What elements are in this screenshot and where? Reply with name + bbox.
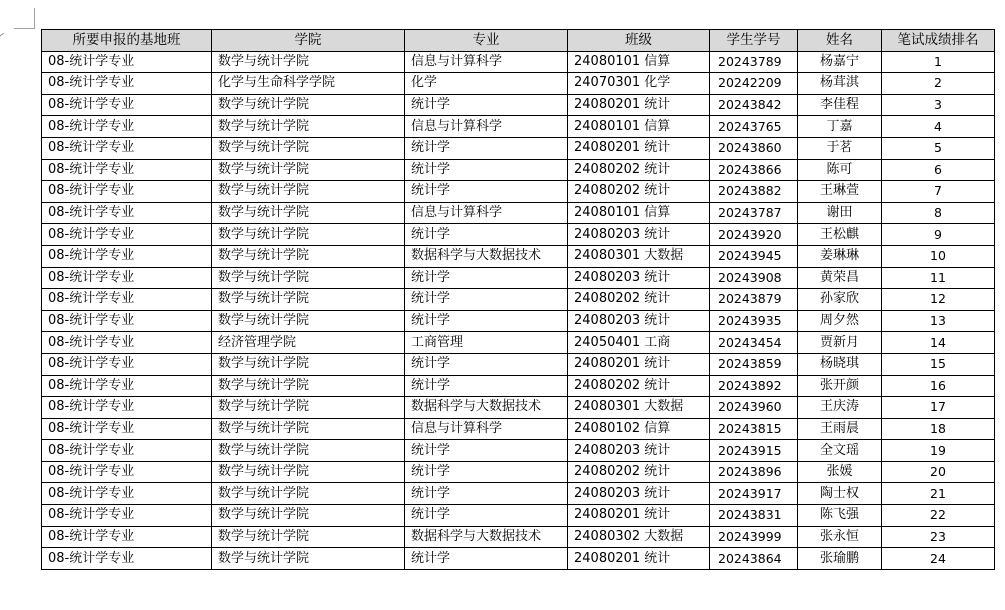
table-row	[42, 332, 995, 354]
table-row	[42, 440, 995, 462]
cell-exam-rank: 22	[882, 505, 995, 527]
cell-college: 数学与统计学院	[212, 267, 405, 289]
cell-student-id: 20243831	[710, 505, 798, 527]
cell-student-id: 20243945	[710, 245, 798, 267]
table-row	[42, 137, 995, 159]
table-row	[42, 51, 995, 73]
header-major: 专业	[405, 30, 568, 52]
cell-student-id: 20243908	[710, 267, 798, 289]
cell-base-class: 08-统计学专业	[42, 548, 212, 570]
cell-class: 24080102 信算	[568, 418, 710, 440]
cell-class: 24080201 统计	[568, 94, 710, 116]
cell-student-id: 20243860	[710, 137, 798, 159]
margin-marker	[0, 33, 7, 42]
cell-student-id: 20243842	[710, 94, 798, 116]
cell-college: 数学与统计学院	[212, 353, 405, 375]
cell-major: 信息与计算科学	[405, 202, 568, 224]
cell-base-class: 08-统计学专业	[42, 224, 212, 246]
cell-college: 数学与统计学院	[212, 289, 405, 311]
cell-base-class: 08-统计学专业	[42, 526, 212, 548]
cell-college: 数学与统计学院	[212, 159, 405, 181]
cell-student-id: 20243917	[710, 483, 798, 505]
cell-name: 杨晓琪	[798, 353, 882, 375]
cell-name: 杨嘉宁	[798, 51, 882, 73]
cell-class: 24080203 统计	[568, 267, 710, 289]
table-row	[42, 310, 995, 332]
cell-exam-rank: 5	[882, 137, 995, 159]
cell-student-id: 20243882	[710, 181, 798, 203]
cell-major: 化学	[405, 73, 568, 95]
cell-name: 王松麒	[798, 224, 882, 246]
cell-major: 统计学	[405, 461, 568, 483]
cell-exam-rank: 4	[882, 116, 995, 138]
cell-name: 谢田	[798, 202, 882, 224]
cell-college: 数学与统计学院	[212, 224, 405, 246]
cell-class: 24080101 信算	[568, 202, 710, 224]
cell-student-id: 20243960	[710, 397, 798, 419]
table-row	[42, 181, 995, 203]
cell-class: 24080201 统计	[568, 137, 710, 159]
cell-name: 黄荣昌	[798, 267, 882, 289]
cell-college: 经济管理学院	[212, 332, 405, 354]
cell-name: 姜琳琳	[798, 245, 882, 267]
cell-college: 数学与统计学院	[212, 461, 405, 483]
table-row	[42, 116, 995, 138]
cell-major: 统计学	[405, 548, 568, 570]
cell-exam-rank: 13	[882, 310, 995, 332]
cell-student-id: 20243859	[710, 353, 798, 375]
cell-student-id: 20243789	[710, 51, 798, 73]
cell-college: 数学与统计学院	[212, 418, 405, 440]
cell-college: 数学与统计学院	[212, 397, 405, 419]
cell-major: 统计学	[405, 375, 568, 397]
cell-college: 数学与统计学院	[212, 116, 405, 138]
header-base-class: 所要申报的基地班	[42, 30, 212, 52]
cell-base-class: 08-统计学专业	[42, 353, 212, 375]
cell-class: 24080202 统计	[568, 461, 710, 483]
cell-college: 数学与统计学院	[212, 483, 405, 505]
cell-name: 于茗	[798, 137, 882, 159]
cell-student-id: 20243866	[710, 159, 798, 181]
cell-major: 统计学	[405, 483, 568, 505]
cell-exam-rank: 23	[882, 526, 995, 548]
table-row	[42, 483, 995, 505]
cell-exam-rank: 11	[882, 267, 995, 289]
cell-student-id: 20243935	[710, 310, 798, 332]
cell-major: 数据科学与大数据技术	[405, 245, 568, 267]
table-row	[42, 224, 995, 246]
cell-base-class: 08-统计学专业	[42, 440, 212, 462]
cell-student-id: 20243879	[710, 289, 798, 311]
table-row	[42, 353, 995, 375]
cell-class: 24080202 统计	[568, 181, 710, 203]
cell-base-class: 08-统计学专业	[42, 51, 212, 73]
cell-name: 周夕然	[798, 310, 882, 332]
cell-college: 数学与统计学院	[212, 137, 405, 159]
cell-college: 数学与统计学院	[212, 94, 405, 116]
table-row	[42, 202, 995, 224]
table-row	[42, 375, 995, 397]
cell-exam-rank: 2	[882, 73, 995, 95]
cell-name: 陶士权	[798, 483, 882, 505]
cell-college: 数学与统计学院	[212, 51, 405, 73]
cell-major: 数据科学与大数据技术	[405, 397, 568, 419]
cell-class: 24080203 统计	[568, 224, 710, 246]
cell-major: 统计学	[405, 181, 568, 203]
cell-name: 丁嘉	[798, 116, 882, 138]
cell-class: 24080201 统计	[568, 353, 710, 375]
page-corner-marker	[14, 8, 35, 29]
cell-exam-rank: 6	[882, 159, 995, 181]
cell-base-class: 08-统计学专业	[42, 332, 212, 354]
cell-college: 数学与统计学院	[212, 310, 405, 332]
cell-student-id: 20243765	[710, 116, 798, 138]
cell-major: 统计学	[405, 440, 568, 462]
cell-class: 24080301 大数据	[568, 245, 710, 267]
cell-exam-rank: 18	[882, 418, 995, 440]
table-row	[42, 245, 995, 267]
cell-class: 24080101 信算	[568, 116, 710, 138]
cell-major: 统计学	[405, 159, 568, 181]
cell-student-id: 20243864	[710, 548, 798, 570]
header-exam-rank: 笔试成绩排名	[882, 30, 995, 52]
cell-major: 统计学	[405, 505, 568, 527]
cell-class: 24050401 工商	[568, 332, 710, 354]
cell-name: 张瑜鹏	[798, 548, 882, 570]
cell-major: 数据科学与大数据技术	[405, 526, 568, 548]
cell-name: 张永恒	[798, 526, 882, 548]
cell-major: 信息与计算科学	[405, 51, 568, 73]
ranking-table	[41, 29, 995, 570]
cell-class: 24080202 统计	[568, 289, 710, 311]
cell-exam-rank: 16	[882, 375, 995, 397]
cell-base-class: 08-统计学专业	[42, 397, 212, 419]
cell-base-class: 08-统计学专业	[42, 375, 212, 397]
cell-exam-rank: 15	[882, 353, 995, 375]
cell-exam-rank: 19	[882, 440, 995, 462]
cell-base-class: 08-统计学专业	[42, 505, 212, 527]
cell-college: 数学与统计学院	[212, 181, 405, 203]
cell-exam-rank: 21	[882, 483, 995, 505]
cell-base-class: 08-统计学专业	[42, 483, 212, 505]
cell-major: 统计学	[405, 267, 568, 289]
cell-class: 24080201 统计	[568, 505, 710, 527]
cell-name: 王雨晨	[798, 418, 882, 440]
table-row	[42, 94, 995, 116]
cell-class: 24070301 化学	[568, 73, 710, 95]
cell-student-id: 20243896	[710, 461, 798, 483]
cell-name: 李佳程	[798, 94, 882, 116]
cell-name: 张媛	[798, 461, 882, 483]
cell-college: 数学与统计学院	[212, 440, 405, 462]
cell-exam-rank: 7	[882, 181, 995, 203]
cell-exam-rank: 12	[882, 289, 995, 311]
cell-student-id: 20243892	[710, 375, 798, 397]
cell-student-id: 20243787	[710, 202, 798, 224]
cell-class: 24080202 统计	[568, 375, 710, 397]
cell-major: 信息与计算科学	[405, 116, 568, 138]
cell-base-class: 08-统计学专业	[42, 202, 212, 224]
header-name: 姓名	[798, 30, 882, 52]
cell-student-id: 20243454	[710, 332, 798, 354]
cell-major: 信息与计算科学	[405, 418, 568, 440]
cell-name: 孙家欣	[798, 289, 882, 311]
cell-class: 24080203 统计	[568, 440, 710, 462]
cell-major: 统计学	[405, 137, 568, 159]
cell-exam-rank: 14	[882, 332, 995, 354]
cell-base-class: 08-统计学专业	[42, 116, 212, 138]
cell-college: 数学与统计学院	[212, 505, 405, 527]
table-row	[42, 418, 995, 440]
cell-name: 王琳萱	[798, 181, 882, 203]
cell-exam-rank: 20	[882, 461, 995, 483]
cell-major: 统计学	[405, 353, 568, 375]
cell-student-id: 20243915	[710, 440, 798, 462]
cell-student-id: 20243815	[710, 418, 798, 440]
cell-name: 全文瑶	[798, 440, 882, 462]
cell-name: 陈可	[798, 159, 882, 181]
cell-major: 工商管理	[405, 332, 568, 354]
cell-base-class: 08-统计学专业	[42, 137, 212, 159]
cell-student-id: 20243920	[710, 224, 798, 246]
table-row	[42, 526, 995, 548]
cell-exam-rank: 1	[882, 51, 995, 73]
cell-base-class: 08-统计学专业	[42, 94, 212, 116]
cell-major: 统计学	[405, 310, 568, 332]
cell-exam-rank: 17	[882, 397, 995, 419]
cell-base-class: 08-统计学专业	[42, 289, 212, 311]
table-row	[42, 159, 995, 181]
cell-exam-rank: 9	[882, 224, 995, 246]
table-row	[42, 73, 995, 95]
cell-base-class: 08-统计学专业	[42, 181, 212, 203]
cell-college: 数学与统计学院	[212, 375, 405, 397]
cell-class: 24080301 大数据	[568, 397, 710, 419]
cell-college: 数学与统计学院	[212, 526, 405, 548]
table-row	[42, 505, 995, 527]
cell-class: 24080201 统计	[568, 548, 710, 570]
cell-exam-rank: 24	[882, 548, 995, 570]
cell-exam-rank: 10	[882, 245, 995, 267]
cell-name: 杨茸淇	[798, 73, 882, 95]
cell-class: 24080203 统计	[568, 310, 710, 332]
cell-name: 贾新月	[798, 332, 882, 354]
cell-college: 数学与统计学院	[212, 548, 405, 570]
cell-class: 24080202 统计	[568, 159, 710, 181]
cell-major: 统计学	[405, 224, 568, 246]
table-header-row	[42, 30, 995, 52]
cell-name: 陈飞强	[798, 505, 882, 527]
cell-college: 数学与统计学院	[212, 202, 405, 224]
header-student-id: 学生学号	[710, 30, 798, 52]
cell-student-id: 20243999	[710, 526, 798, 548]
cell-class: 24080101 信算	[568, 51, 710, 73]
header-college: 学院	[212, 30, 405, 52]
cell-student-id: 20242209	[710, 73, 798, 95]
cell-exam-rank: 3	[882, 94, 995, 116]
cell-base-class: 08-统计学专业	[42, 245, 212, 267]
cell-major: 统计学	[405, 94, 568, 116]
table-row	[42, 548, 995, 570]
cell-class: 24080203 统计	[568, 483, 710, 505]
table-row	[42, 289, 995, 311]
table-row	[42, 267, 995, 289]
table-row	[42, 397, 995, 419]
cell-base-class: 08-统计学专业	[42, 418, 212, 440]
cell-base-class: 08-统计学专业	[42, 73, 212, 95]
cell-exam-rank: 8	[882, 202, 995, 224]
cell-major: 统计学	[405, 289, 568, 311]
table-row	[42, 461, 995, 483]
cell-base-class: 08-统计学专业	[42, 310, 212, 332]
cell-base-class: 08-统计学专业	[42, 461, 212, 483]
cell-name: 王庆涛	[798, 397, 882, 419]
cell-base-class: 08-统计学专业	[42, 159, 212, 181]
header-class: 班级	[568, 30, 710, 52]
cell-college: 数学与统计学院	[212, 245, 405, 267]
cell-base-class: 08-统计学专业	[42, 267, 212, 289]
cell-name: 张开颜	[798, 375, 882, 397]
cell-college: 化学与生命科学学院	[212, 73, 405, 95]
cell-class: 24080302 大数据	[568, 526, 710, 548]
